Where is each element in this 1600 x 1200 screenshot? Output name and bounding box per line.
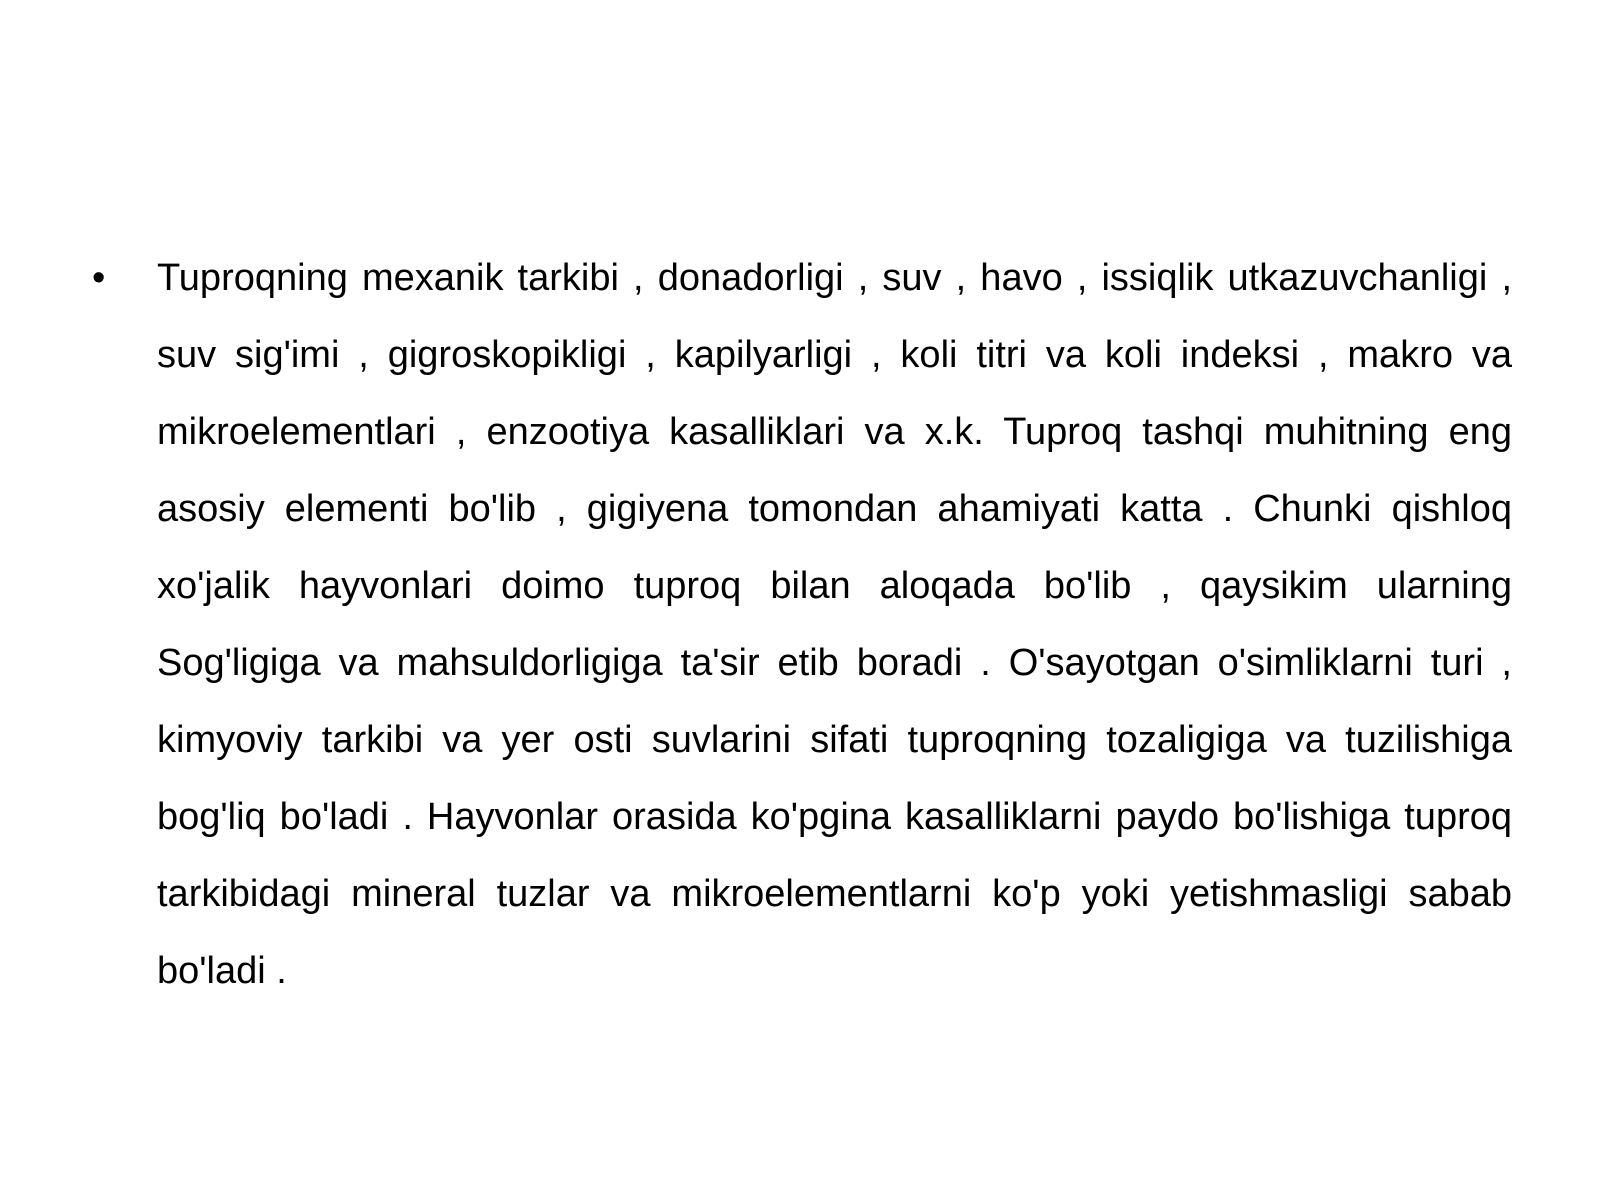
bullet-item — [92, 240, 1512, 1010]
slide-body — [92, 240, 1512, 1010]
bullet-marker: • — [92, 257, 106, 299]
bullet-text: Tuproqning mexanik tarkibi , donadorligi , suv , havo , issiqlik utkazuvchanligi , suv sig'imi , gigroskopikligi , kapilyarligi , koli titri va koli indeksi , makro va mikroelementlari , enzootiya kasalliklari va x.k. Tuproq tashqi muhitning eng asosiy elementi bo'lib , gigiyena tomondan ahamiyati katta . Chunki qishloq xo'jalik hayvonlari doimo tuproq bilan aloqada bo'lib , qaysikim ularning Sog'ligiga va mahsuldorligiga ta'sir etib boradi . O'sayotgan o'simliklarni turi , kimyoviy tarkibi va yer osti suvlarini sifati tuproqning tozaligiga va tuzilishiga bog'liq bo'ladi . Hayvonlar orasida ko'pgina kasalliklarni paydo bo'lishiga tuproq tarkibidagi mineral tuzlar va mikroelementlarni ko'p yoki yetishmasligi sabab bo'ladi . — [157, 257, 1512, 992]
